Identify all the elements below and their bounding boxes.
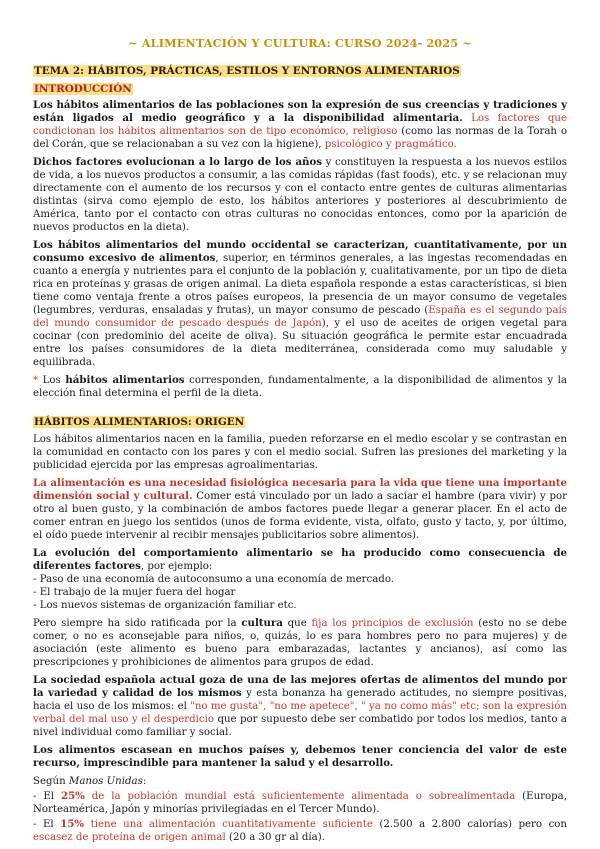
origin-heading	[33, 415, 567, 429]
origin-p5-bold: La sociedad española actual goza de una de las mejores ofertas de alimentos del mundo por la variedad y calidad de los mismos	[33, 674, 567, 699]
origin-p5-red: "no me gusta", "no me apetece", " ya no como más" etc; son la expresión verbal del mal uso y el desperdicio	[33, 701, 567, 725]
intro-heading-text: INTRODUCCIÓN	[34, 83, 132, 95]
origin-p5-b: que por supuesto debe ser combatido por todos los medios, tanto a nivel individual como familiar y social.	[33, 714, 568, 738]
origin-p7-a: Según	[33, 776, 66, 787]
bullet-1-red: de la población mundial está suficientemente alimentada o sobrealimentada	[91, 791, 516, 802]
stat-bullet-1	[33, 790, 567, 816]
asterisk-icon: *	[33, 375, 39, 386]
origin-heading-text: HÁBITOS ALIMENTARIOS: ORIGEN	[34, 416, 245, 428]
intro-p1-red-end: psicológico y pragmático.	[324, 139, 457, 150]
origin-paragraph-2	[33, 477, 567, 542]
origin-p6-bold: Los alimentos escasean en muchos países y, debemos tener conciencia del valor de este recurso, imprescindible para mantener la salud y el desarrollo.	[33, 744, 567, 769]
bullet-2-red: tiene una alimentación cuantitativamente suficiente	[90, 819, 373, 830]
origin-paragraph-1: Los hábitos alimentarios nacen en la familia, pueden reforzarse en el medio escolar y se contrastan en la comunidad en contacto con los pares y con el medio social. Sufren las presiones del marketing y la publicidad ejercida por las empresas agroalimentarias.	[33, 434, 567, 471]
origin-p4-bold: cultura	[241, 617, 283, 629]
intro-p4-a: Los	[42, 375, 61, 386]
document-page	[33, 36, 567, 849]
bullet-2-dash: - El	[33, 819, 54, 830]
bullet-2-pct: 15%	[60, 818, 85, 830]
origin-paragraph-7	[33, 775, 567, 788]
intro-p1-red: Los factores que condicionan los hábitos alimentarios son de tipo económico, religioso	[33, 113, 567, 137]
origin-p3-normal: , por ejemplo:	[140, 561, 213, 572]
intro-p3-normal: , superior, en términos generales, a las ingestas recomendadas en cuanto a energía y nutrientes para el conjunto de la población y, cualitativamente, por un tipo de dieta rica en proteínas y grasas de origen animal. La dieta española responde a estas características, si bien tiene como ventaja frente a otros países europeos, la presencia de un mayor consumo de vegetales (legumbres, verduras, ensaladas y frutas), un mayor consumo de pescado (	[33, 253, 568, 316]
bullet-2-red2: escasez de proteína de origen animal	[33, 832, 226, 843]
topic-heading	[33, 64, 567, 78]
intro-paragraph-1	[33, 99, 567, 151]
origin-paragraph-4	[33, 617, 567, 669]
intro-p1-bold: Los hábitos alimentarios de las poblaciones son la expresión de sus creencias y tradiciones y están ligados al medio geográfico y a la disponibilidad alimentaria.	[33, 99, 567, 124]
stat-bullet-2	[33, 818, 567, 844]
list-item: - El trabajo de la mujer fuera del hogar	[33, 586, 567, 599]
origin-paragraph-5	[33, 674, 567, 739]
origin-p7-italic: Manos Unidas	[68, 776, 143, 787]
bullet-2-normal: (2.500 a 2.800 calorías) pero con	[379, 819, 567, 830]
intro-p1-normal: (como las normas de la Torah o del Corán, que se relacionaban a su vez con la higiene),	[33, 126, 567, 150]
origin-p2-normal: Comer está vinculado por un lado a saciar el hambre (para vivir) y por otro al buen gusto, y la combinación de ambos factores puede llegar a generar placer. En el acto de comer entran en juego los sentidos (unos de forma evidente, vista, olfato, gusto y tacto, y, por último, el oído puede intervenir al recibir mensajes publicitarios sobre alimentos).	[33, 491, 567, 541]
intro-heading	[33, 82, 567, 96]
origin-p5-a: y esta bonanza ha generado actitudes, no siempre positivas, hacia el uso de los mismos: el	[33, 688, 567, 712]
origin-p4-c: (esto no se debe comer, o no es aconsejable para niños, o, quizás, lo es para hombres pero no para mujeres) y de asociación (este alimento es bueno para embarazadas, lactantes y ancianos), así como las prescripciones y prohibiciones de alimentos para grupos de edad.	[33, 618, 567, 668]
intro-p2-normal: y constituyen la respuesta a los nuevos estilos de vida, a los nuevos productos a consumir, a las comidas rápidas (fast foods), etc. y se relacionan muy directamente con el aumento de los recursos y con el contacto entre gentes de culturas alimentarias distintas (sirva como ejemplo de esto, los hábitos anteriores y posteriores al descubrimiento de América, tanto por el contacto con otras culturas no conocidas entonces, como por la aparición de nuevos productos en la dieta).	[33, 157, 567, 233]
intro-p3-end: ), y el uso de aceites de origen vegetal para cocinar (con predominio del aceite de oliva). Su situación geográfica le permite estar encuadrada entre los países consumidores de la dieta mediterránea, considerada como muy saludable y equilibrada.	[33, 318, 567, 368]
origin-p4-red: fija los principios de exclusión	[311, 618, 474, 629]
intro-p4-bold: hábitos alimentarios	[65, 374, 185, 386]
bullet-1-normal: (Europa, Norteamérica, Japón y minorías privilegiadas en el Tercer Mundo).	[33, 791, 567, 815]
document-title: ~ ALIMENTACIÓN Y CULTURA: CURSO 2024- 2025 ~	[128, 36, 472, 50]
bullet-1-dash: - El	[33, 791, 55, 802]
origin-p2-red-bold: La alimentación es una necesidad fisiológica necesaria para la vida que tiene una importante dimensión social y cultural.	[33, 477, 567, 502]
origin-p4-b: que	[287, 618, 307, 629]
intro-paragraph-3	[33, 239, 567, 369]
intro-paragraph-2	[33, 156, 567, 234]
topic-heading-text: TEMA 2: HÁBITOS, PRÁCTICAS, ESTILOS Y ENTORNOS ALIMENTARIOS	[34, 65, 460, 77]
bullet-2-end: (20 a 30 gr al día).	[229, 832, 325, 843]
intro-p2-bold: Dichos factores evolucionan a lo largo de los años	[33, 156, 322, 168]
origin-paragraph-3	[33, 547, 567, 573]
list-item: - Los nuevos sistemas de organización familiar etc.	[33, 599, 567, 612]
origin-p4-a: Pero siempre ha sido ratificada por la	[33, 618, 237, 629]
factors-list	[33, 573, 567, 612]
origin-p3-bold: La evolución del comportamiento alimentario se ha producido como consecuencia de diferentes factores	[33, 547, 567, 572]
origin-paragraph-6	[33, 744, 567, 770]
intro-p4-b: corresponden, fundamentalmente, a la disponibilidad de alimentos y la elección final determina el perfil de la dieta.	[33, 375, 567, 399]
list-item: - Paso de una economía de autoconsumo a una economía de mercado.	[33, 573, 567, 586]
intro-paragraph-4	[33, 374, 567, 400]
bullet-1-pct: 25%	[60, 790, 85, 802]
origin-p7-b: :	[142, 776, 147, 787]
intro-p3-bold: Los hábitos alimentarios del mundo occidental se caracterizan, cuantitativamente, por un consumo excesivo de alimentos	[33, 239, 567, 264]
intro-p3-red: España es el segundo país del mundo consumidor de pescado después de Japón	[33, 305, 568, 329]
